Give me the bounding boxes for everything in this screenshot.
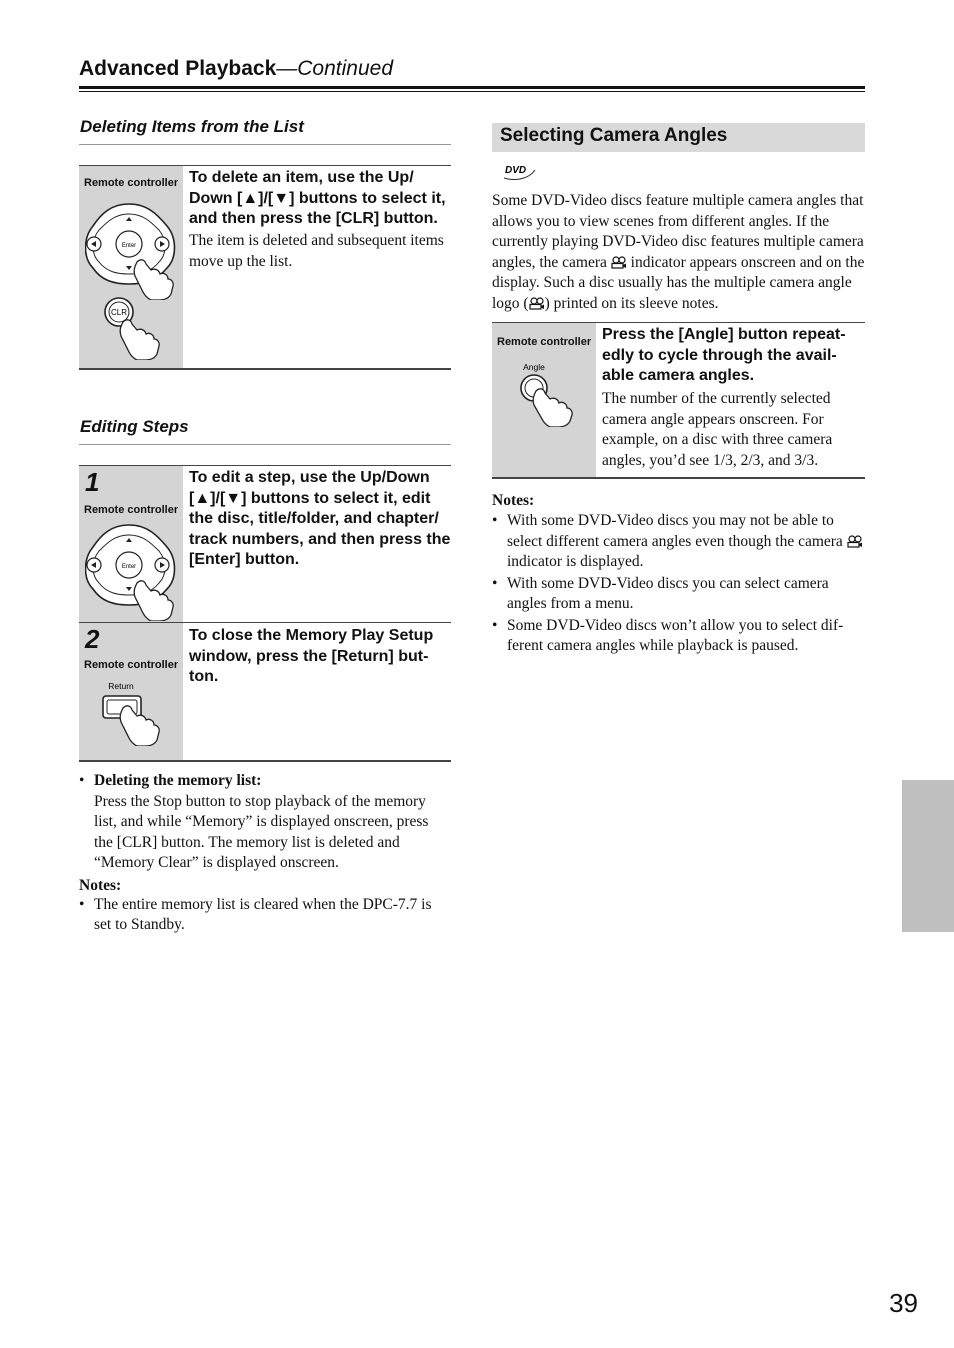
step-2-instruction: To close the Memory Play Setup window, press the [Return] but- ton. xyxy=(189,627,434,685)
step-number: 2 xyxy=(85,624,100,654)
note-item: • The entire memory list is cleared when the DPC-7.7 is set to Standby. xyxy=(79,895,451,936)
header-rule xyxy=(79,86,865,89)
camera-notes xyxy=(492,492,866,657)
list-item xyxy=(79,771,451,874)
remote-controller-label: Remote controller xyxy=(497,336,592,348)
enter-pad-with-hand-icon xyxy=(85,521,179,621)
svg-text:Enter: Enter xyxy=(121,564,137,570)
remote-controller-label: Remote controller xyxy=(84,504,179,516)
notes-title: Notes: xyxy=(79,876,122,894)
remote-controller-label: Remote controller xyxy=(84,659,179,671)
camera-step-box xyxy=(492,322,865,479)
angle-description: The number of the currently selected camera angle appears onscreen. For example, on a disc with three camera angles, you’d see 1/3, 2/3, and 3/3. xyxy=(602,390,833,469)
side-tab xyxy=(902,780,954,932)
step-number: 1 xyxy=(85,467,100,497)
remote-panel xyxy=(79,166,183,368)
notes-title: Notes: xyxy=(492,492,535,509)
remote-controller-label: Remote controller xyxy=(84,177,179,189)
svg-text:CLR: CLR xyxy=(110,308,128,317)
page-number: 39 xyxy=(889,1288,918,1318)
svg-text:Angle: Angle xyxy=(523,362,545,372)
deleting-instruction: To delete an item, use the Up/ Down [▲]/[▼] buttons to select it, and then press the [CLR] button. xyxy=(189,169,446,227)
page-subtitle: —Continued xyxy=(276,57,394,80)
memory-list-block xyxy=(79,771,451,936)
svg-text:Return: Return xyxy=(108,681,134,691)
note-item: • With some DVD-Video discs you may not be able to select different camera angles even though the camera indicator is displayed. xyxy=(492,511,866,573)
svg-text:Enter: Enter xyxy=(121,243,137,249)
step-divider xyxy=(79,622,451,623)
page-header xyxy=(79,55,865,92)
editing-heading-rule xyxy=(79,444,451,445)
camera-angle-icon xyxy=(611,256,627,269)
note-item: • With some DVD-Video discs you can select camera angles from a menu. xyxy=(492,574,866,615)
camera-angles-heading-bar xyxy=(492,123,865,152)
remote-panel xyxy=(492,323,596,477)
angle-button-with-hand-icon xyxy=(514,361,574,427)
header-rule-thin xyxy=(79,91,865,92)
deleting-description: The item is deleted and subsequent items move up the list. xyxy=(189,232,444,270)
angle-instruction: Press the [Angle] button repeat- edly to cycle through the avail- able camera angles. xyxy=(602,326,846,384)
deleting-step-box xyxy=(79,165,451,370)
deleting-heading: Deleting Items from the List xyxy=(80,117,304,136)
page-title: Advanced Playback—Continued xyxy=(79,57,394,80)
editing-heading: Editing Steps xyxy=(80,417,189,436)
camera-angle-icon xyxy=(847,535,863,548)
svg-text:DVD: DVD xyxy=(505,165,527,176)
camera-angle-logo-icon xyxy=(529,297,545,310)
deleting-heading-rule xyxy=(79,144,451,145)
note-item: • Some DVD-Video discs won’t allow you to select dif- ferent camera angles while playback is paused. xyxy=(492,616,866,657)
memory-list-title: Deleting the memory list: xyxy=(94,772,262,789)
camera-intro: Some DVD-Video discs feature multiple camera angles that allows you to view scenes from different angles. If the currently playing DVD-Video disc features multiple camera angles, the camera indicator appears onscreen and on the display. Such a disc usually has the multiple camera angle logo ( ) printed on its sleeve notes. xyxy=(492,192,865,312)
camera-angles-heading: Selecting Camera Angles xyxy=(500,125,728,146)
editing-steps-box xyxy=(79,465,451,762)
clr-button-with-hand-icon xyxy=(103,296,163,360)
step-1-instruction: To edit a step, use the Up/Down [▲]/[▼] buttons to select it, edit the disc, title/folder, and chapter/ track numbers, and then press the [Enter] button. xyxy=(189,469,451,568)
dvd-badge-icon xyxy=(502,160,538,182)
memory-list-text: Press the Stop button to stop playback of the memory list, and while “Memory” is displayed onscreen, press the [CLR] button. The memory list is deleted and “Memory Clear” is displayed onscreen. xyxy=(94,792,429,871)
return-button-with-hand-icon xyxy=(99,680,165,746)
enter-pad-with-hand-icon xyxy=(85,200,179,300)
